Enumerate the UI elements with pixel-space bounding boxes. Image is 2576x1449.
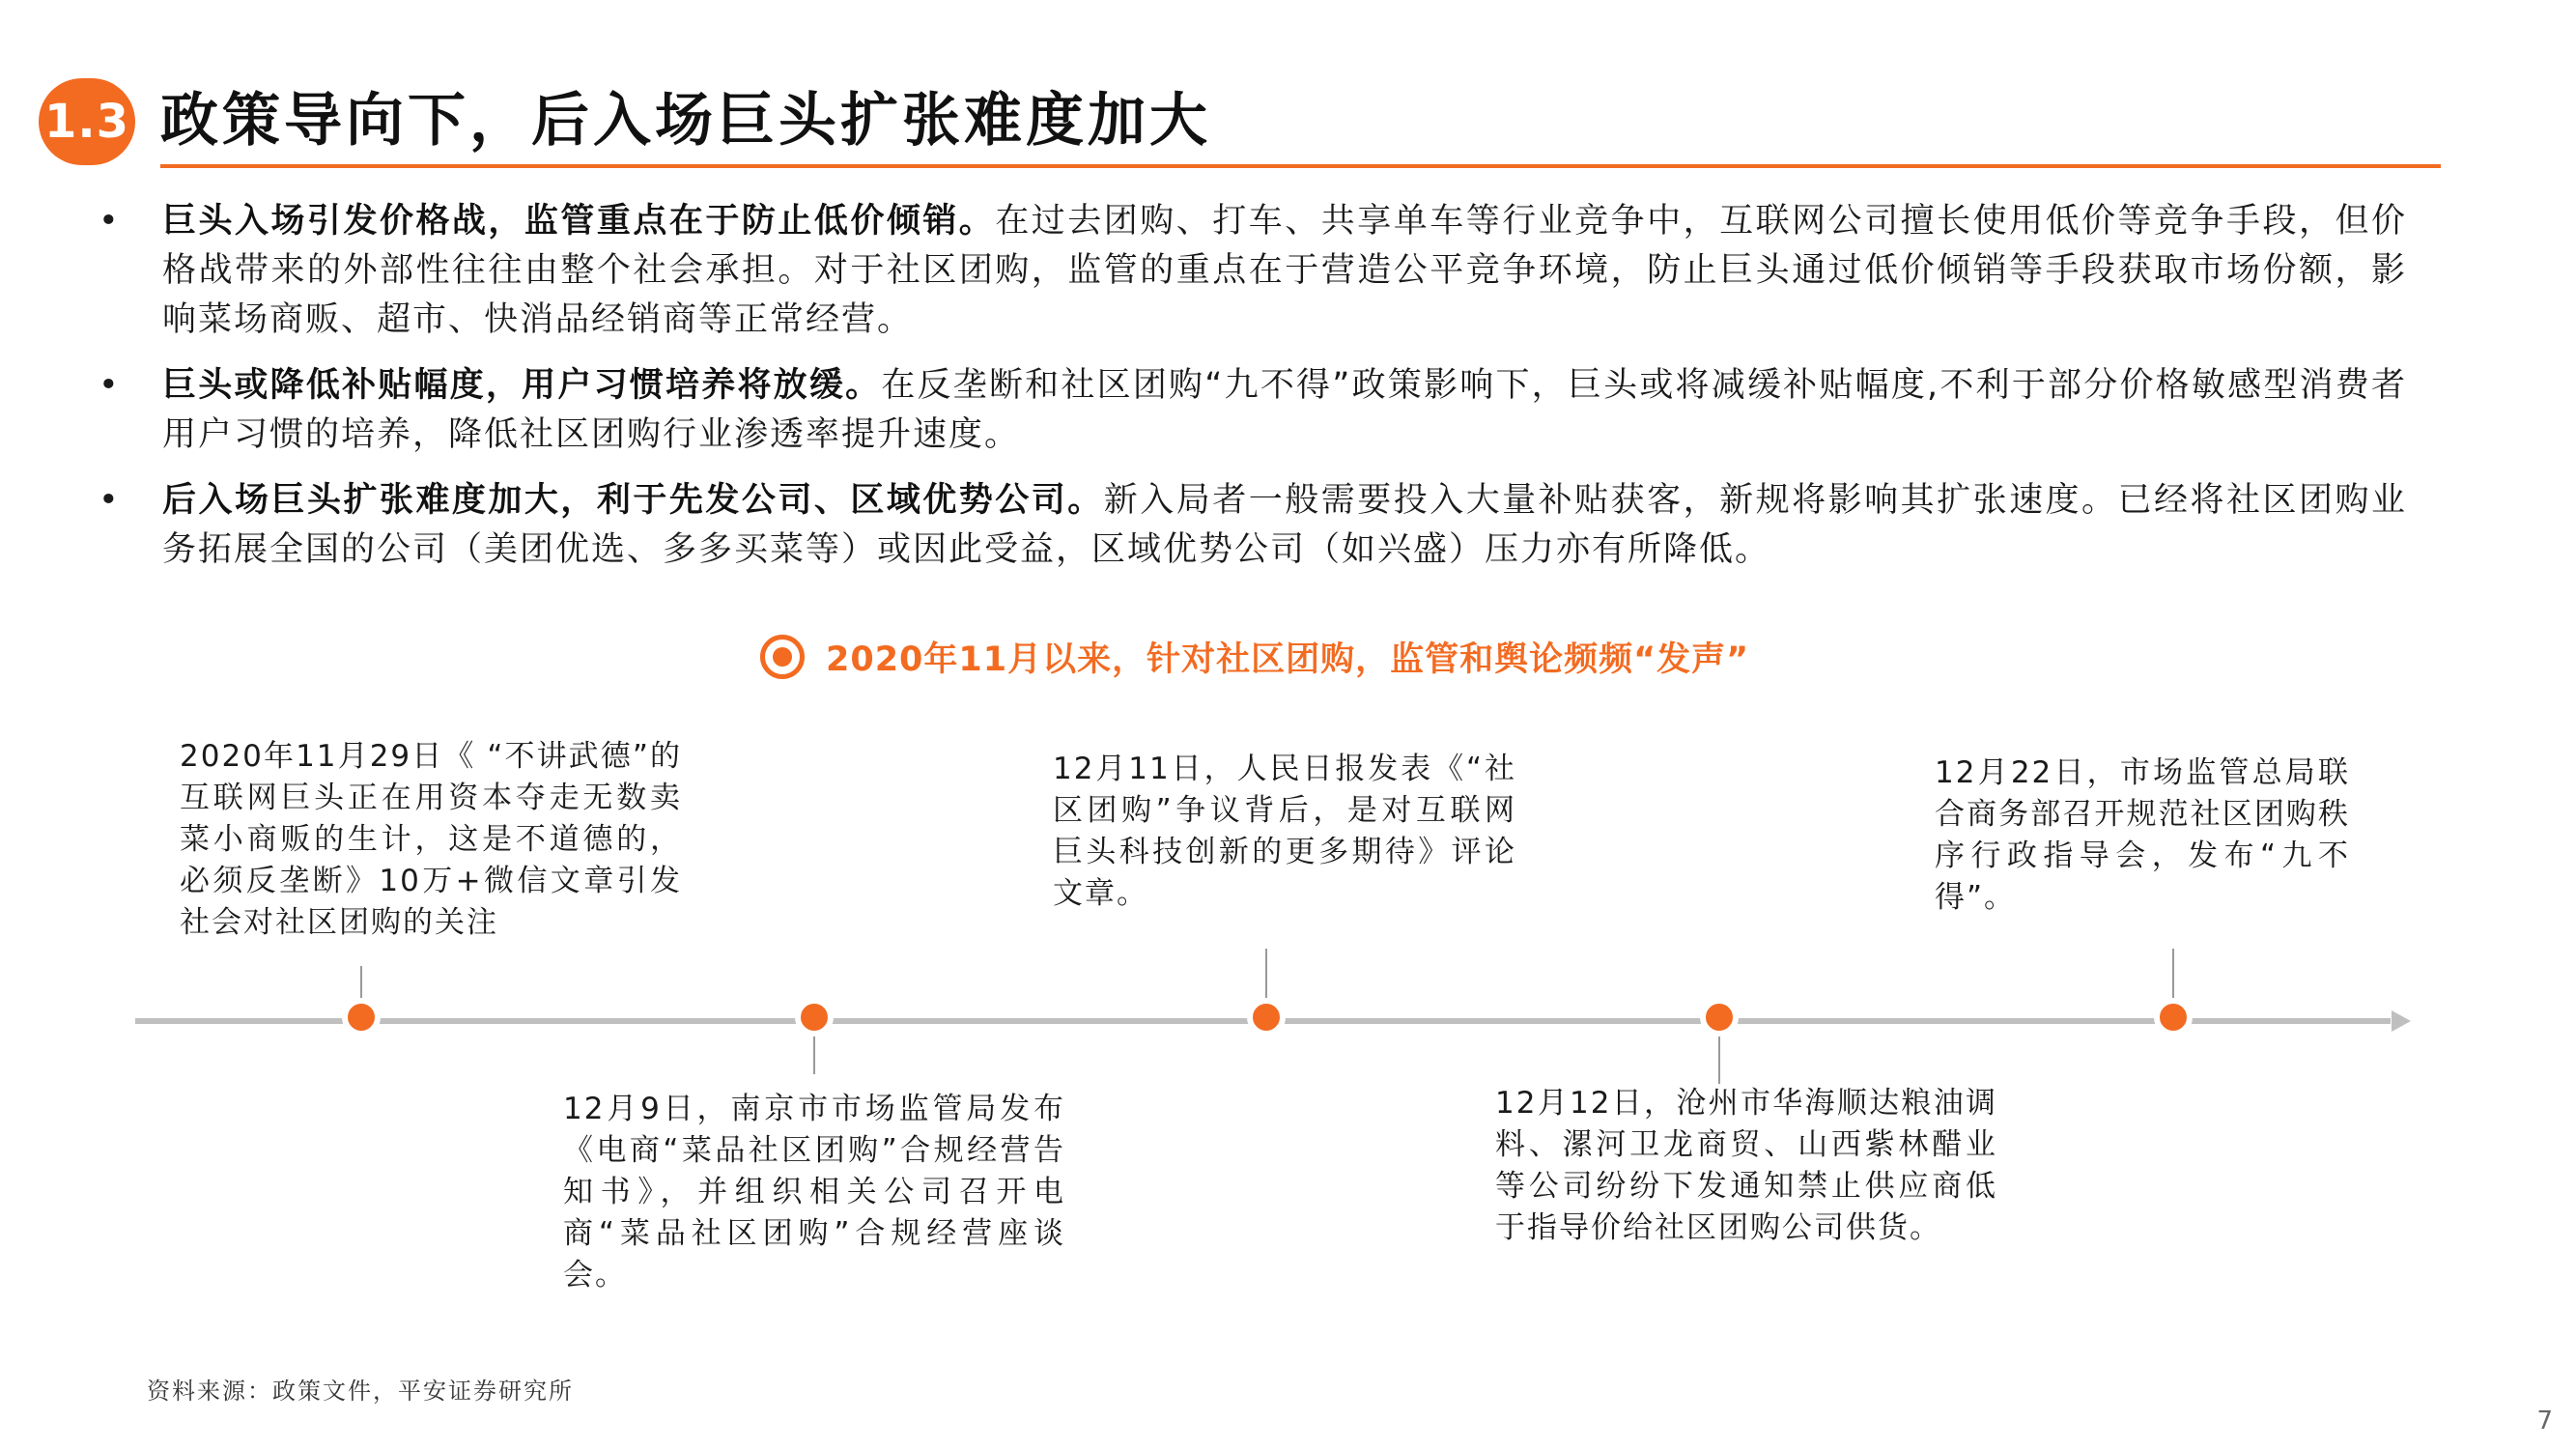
bullet-body-text: 在过去团购、打车、共享单车等行业竞争中，互联网公司擅长使用低价等竞争手段，但价格战带来的外部性往往由整个社会承担。对于社区团购，监管的重点在于营造公平竞争环境，防止巨头通过低价倾销等手段获取市场份额，影响菜场商贩、超市、快消品经销商等正常经营。	[162, 202, 2407, 339]
bullet-lead-text: 后入场巨头扩张难度加大，利于先发公司、区域优势公司。	[162, 481, 1104, 520]
section-number-badge: 1.3	[39, 78, 135, 165]
timeline-node	[1250, 1001, 1283, 1034]
page-number: 7	[2536, 1406, 2553, 1435]
timeline-heading-text: 2020年11月以来，针对社区团购，监管和舆论频频“发声”	[826, 640, 1750, 679]
timeline-node	[1703, 1001, 1736, 1034]
bullet-marker: •	[99, 366, 121, 405]
source-note: 资料来源：政策文件，平安证券研究所	[147, 1378, 574, 1405]
bullet-body-text: 在反垄断和社区团购“九不得”政策影响下，巨头或将减缓补贴幅度,不利于部分价格敏感型消费者用户习惯的培养，降低社区团购行业渗透率提升速度。	[162, 366, 2407, 454]
timeline-event-text: 12月12日，沧州市华海顺达粮油调料、漯河卫龙商贸、山西紫林醋业等公司纷纷下发通知禁止供应商低于指导价给社区团购公司供货。	[1495, 1086, 1997, 1245]
bullet-body-text: 新入局者一般需要投入大量补贴获客，新规将影响其扩张速度。已经将社区团购业务拓展全国的公司（美团优选、多多买菜等）或因此受益，区域优势公司（如兴盛）压力亦有所降低。	[162, 481, 2407, 569]
timeline-event-text: 12月11日，人民日报发表《“社区团购”争议背后，是对互联网巨头科技创新的更多期待》评论文章。	[1053, 752, 1516, 911]
timeline-event-text: 2020年11月29日《 “不讲武德”的互联网巨头正在用资本夺走无数卖菜小商贩的生计，这是不道德的，必须反垄断》10万+微信文章引发社会对社区团购的关注	[180, 739, 682, 940]
timeline-node	[798, 1001, 831, 1034]
timeline-node	[2157, 1001, 2190, 1034]
bullet-marker: •	[99, 481, 121, 520]
page-title: 政策导向下，后入场巨头扩张难度加大	[160, 87, 1211, 155]
timeline-arrowhead	[2392, 1010, 2411, 1032]
timeline-node	[345, 1001, 378, 1034]
timeline-event-text: 12月22日，市场监管总局联合商务部召开规范社区团购秩序行政指导会，发布“九不得”。	[1935, 755, 2350, 915]
timeline-event-text: 12月9日，南京市市场监管局发布《电商“菜品社区团购”合规经营告知书》，并组织相关公司召开电商“菜品社区团购”合规经营座谈会。	[563, 1092, 1065, 1293]
bullet-lead-text: 巨头或降低补贴幅度，用户习惯培养将放缓。	[162, 366, 882, 405]
bullet-marker: •	[99, 202, 121, 241]
bullet-lead-text: 巨头入场引发价格战，监管重点在于防止低价倾销。	[162, 202, 996, 241]
